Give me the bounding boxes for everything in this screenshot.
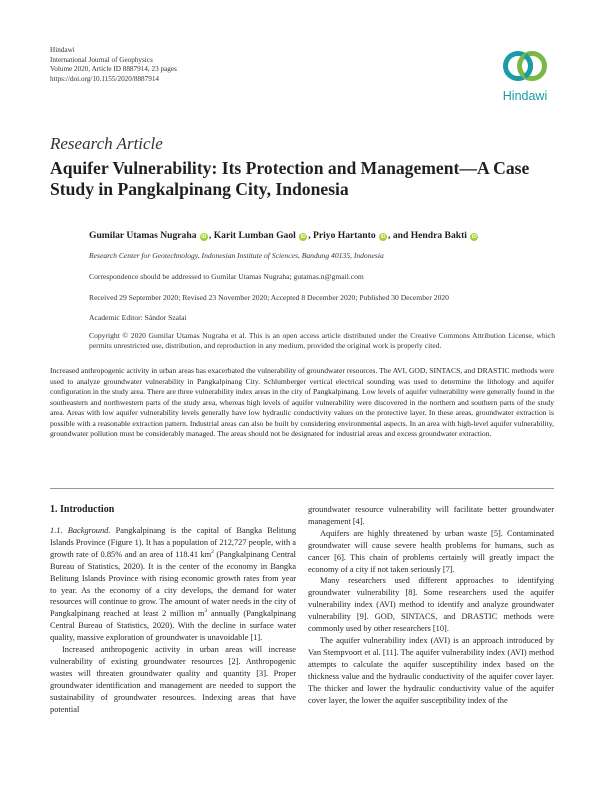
body-column-right: [308, 504, 554, 706]
orcid-icon[interactable]: iD: [300, 234, 306, 240]
paragraph-text: annually (Pangkalpinang Central Bureau of Statistics, 2020). With the decline in surface water quality, massive exploration of groundwater is unavoidable [1].: [50, 609, 296, 643]
copyright-notice: Copyright © 2020 Gumilar Utamas Nugraha et al. This is an open access article distributed under the Creative Commons Attribution License, which permits unrestricted use, distribution, and reproduction in any medium, provided the original work is properly cited.: [89, 331, 555, 351]
doi-link[interactable]: https://doi.org/10.1155/2020/8887914: [50, 74, 160, 83]
affiliation: Research Center for Geotechnology, Indonesian Institute of Sciences, Bandung 40135, Indonesia: [89, 251, 384, 260]
section-heading: 1. Introduction: [50, 504, 115, 515]
journal-name: International Journal of Geophysics: [50, 55, 153, 64]
paragraph: Many researchers used different approaches to identifying groundwater vulnerability [8]. Some researchers used the aquifer vulnerability index (AVI) method to identify and analyze groundwater vulnerability [9]. GOD, SINTACS, and DRASTIC methods were commonly used by other researchers [10].: [308, 576, 554, 634]
author-list: [89, 230, 559, 241]
paragraph-text: Pangkalpinang is the capital of Bangka Belitung Islands Province (Figure 1). It has a population of 212,727 people, with a growth rate of 0.85% and an area of 118.41 km: [50, 526, 297, 559]
academic-editor: Academic Editor: Sándor Szalai: [89, 313, 187, 322]
body-column-left: [50, 504, 296, 716]
author-separator: , and: [388, 230, 411, 241]
publication-dates: Received 29 September 2020; Revised 23 November 2020; Accepted 8 December 2020; Published 30 December 2020: [89, 293, 449, 302]
superscript: 2: [211, 549, 214, 556]
author-separator: ,: [208, 230, 214, 241]
volume-info: Volume 2020, Article ID 8887914, 23 pages: [50, 65, 177, 74]
author-name[interactable]: Karit Lumban Gaol: [213, 230, 296, 241]
logo-text: Hindawi: [502, 89, 548, 103]
subsection-lead: 1.1. Background.: [50, 526, 111, 535]
author-name[interactable]: Gumilar Utamas Nugraha: [89, 230, 197, 241]
hindawi-logo[interactable]: [496, 46, 554, 108]
paragraph: Aquifers are highly threatened by urban waste [5]. Contaminated groundwater will cause severe health problems for humans, such as cancer [6]. This chain of problems certainly will greatly impact the economy of a city if not taken seriously [7].: [308, 528, 554, 574]
article-type: Research Article: [50, 134, 163, 153]
publisher-name: Hindawi: [50, 46, 75, 54]
journal-header: [50, 46, 177, 84]
paragraph: [50, 525, 296, 644]
author-separator: ,: [308, 230, 313, 241]
author-name[interactable]: Priyo Hartanto: [313, 230, 376, 241]
hindawi-logo-icon: [496, 46, 554, 88]
article-title: Aquifer Vulnerability: Its Protection and Management—A Case Study in Pangkalpinang City, Indonesia: [50, 158, 530, 199]
paragraph-text: (Pangkalpinang Central Bureau of Statistics, 2020). It is the center of the economy in Bangka Belitung Islands Province with rising economic growth rates from year to year. As the economy of a city develops, the demand for water resources will continue to grow. The amount of water needs in the city of Pangkalpinang reached at least 2 million m: [50, 549, 296, 619]
paragraph: Increased anthropogenic activity in urban areas will increase vulnerability of existing groundwater resources [2]. Anthropogenic wastes will threaten groundwater quality and quantity [3]. Proper groundwater identification and management are needed to support the sustainability of groundwater resources. Indexing areas that have potential: [50, 645, 296, 714]
correspondence: Correspondence should be addressed to Gumilar Utamas Nugraha; gutamas.n@gmail.com: [89, 272, 364, 281]
orcid-icon[interactable]: iD: [380, 234, 386, 240]
author-name[interactable]: Hendra Bakti: [410, 230, 467, 241]
paragraph: groundwater resource vulnerability will facilitate better groundwater management [4].: [308, 505, 554, 526]
abstract: Increased anthropogenic activity in urban areas has exacerbated the vulnerability of groundwater resources. The AVI, GOD, SINTACS, and DRASTIC methods were used to analyze groundwater vulnerability in Pangkalpinang City. Schlumberger vertical electrical sounding was used to determine the lithology and aquifer configuration in the study area. There are three vulnerability index areas in the city of Pangkalpinang. Low levels of aquifer vulnerability were generally found in the southeastern and northwestern parts of the study area, whereas high levels of aquifer vulnerability were discovered in the northern and southern parts of the study area. Areas with low aquifer vulnerability levels generally have low hydraulic conductivity values on the protective layer. In these areas, groundwater extraction is possible with a reasonable extraction pattern. Industrial areas can also be built by considering environmental aspects. In an area with high-level aquifer vulnerability, groundwater pollution must be considerably managed. The areas should not be designated for industrial areas and excess groundwater extraction.: [50, 366, 554, 438]
orcid-icon[interactable]: iD: [471, 234, 477, 240]
orcid-icon[interactable]: iD: [201, 234, 207, 240]
superscript: 3: [204, 608, 208, 615]
paragraph: The aquifer vulnerability index (AVI) is an approach introduced by Van Stempvoort et al. [11]. The aquifer vulnerability index (AVI) method attempts to calculate the aquifer susceptibility index based on the thickness value and the hydraulic conductivity of the aquifer cover layer. The thicker and lower the hydraulic conductivity value of the aquifer cover layer, the lower the aquifer susceptibility index of the: [308, 635, 554, 705]
section-divider: [50, 488, 554, 489]
